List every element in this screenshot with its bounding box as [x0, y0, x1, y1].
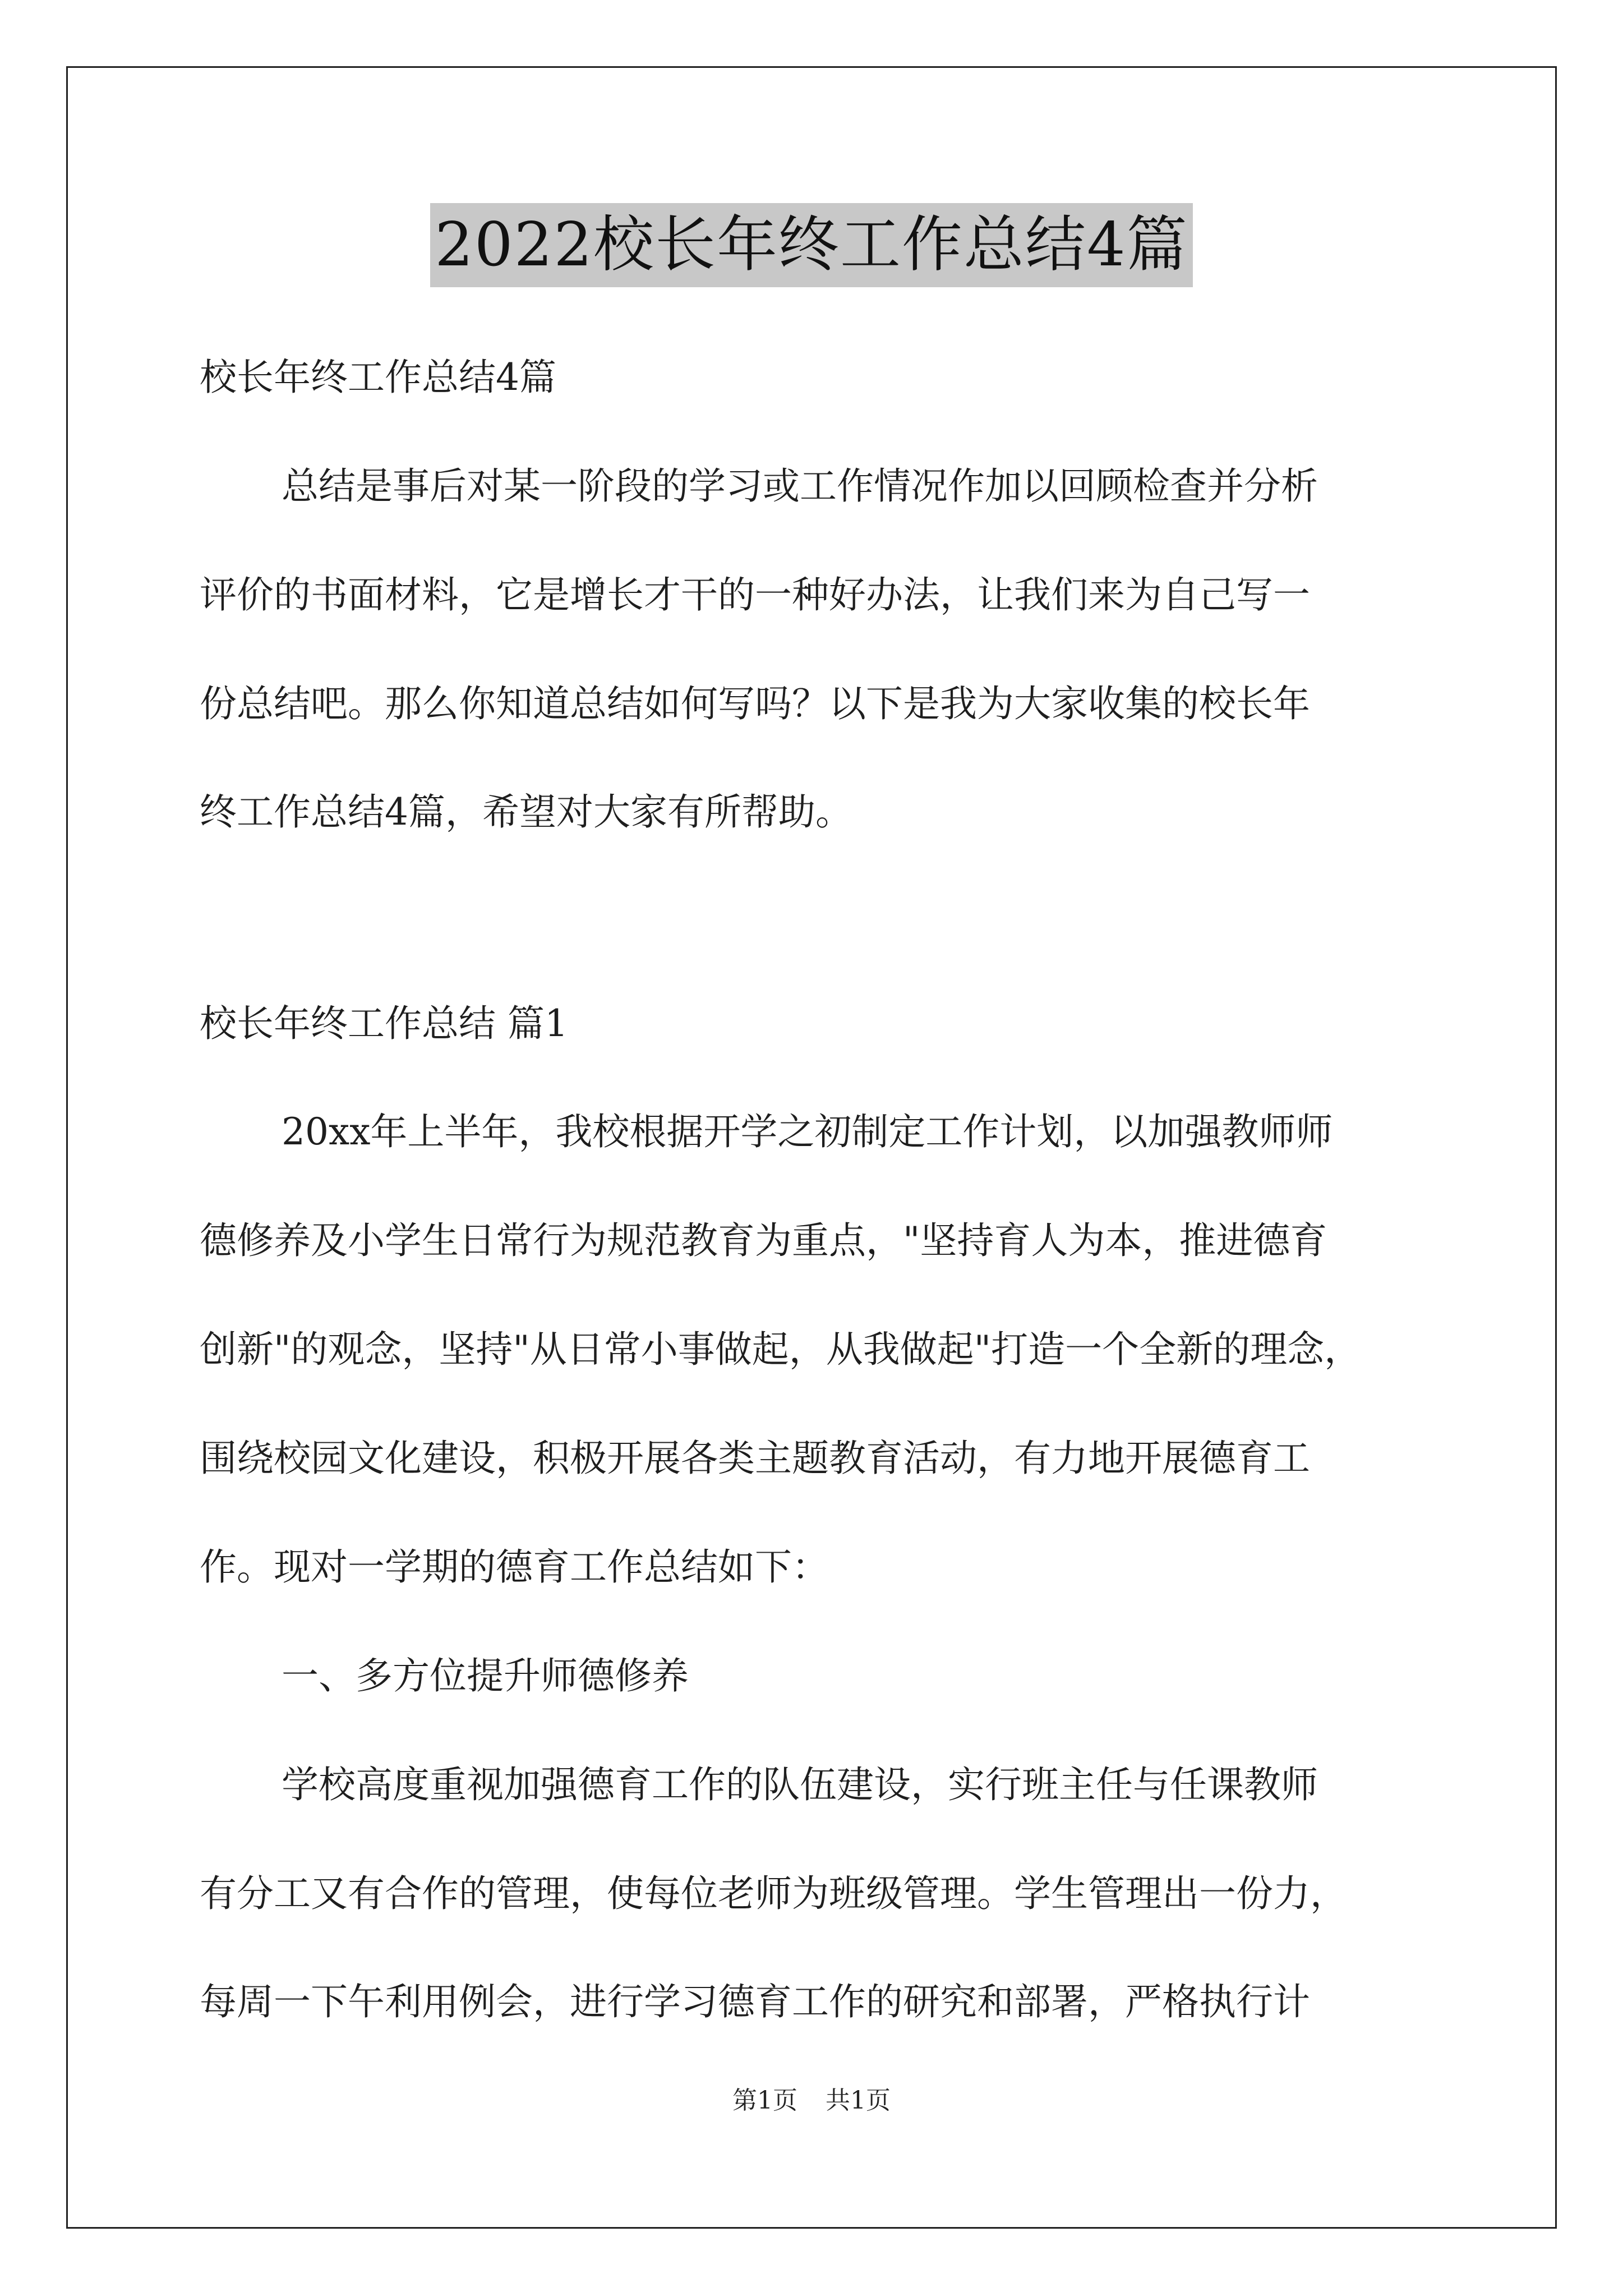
paragraph-line: 德修养及小学生日常行为规范教育为重点，"坚持育人为本，推进德育 [200, 1219, 1327, 1262]
paragraph-line: 20xx年上半年，我校根据开学之初制定工作计划，以加强教师师 [282, 1110, 1333, 1153]
subsection-heading: 一、多方位提升师德修养 [282, 1654, 689, 1697]
paragraph-line: 份总结吧。那么你知道总结如何写吗？以下是我为大家收集的校长年 [200, 682, 1310, 725]
paragraph-line: 作。现对一学期的德育工作总结如下： [200, 1545, 829, 1589]
section-heading: 校长年终工作总结 篇1 [200, 1002, 568, 1045]
paragraph-line: 总结是事后对某一阶段的学习或工作情况作加以回顾检查并分析 [282, 464, 1318, 508]
page-footer [0, 2084, 1623, 2118]
paragraph-line: 每周一下午利用例会，进行学习德育工作的研究和部署，严格执行计 [200, 1980, 1310, 2023]
paragraph-line: 学校高度重视加强德育工作的队伍建设，实行班主任与任课教师 [282, 1763, 1318, 1806]
paragraph-line: 评价的书面材料，它是增长才干的一种好办法，让我们来为自己写一 [200, 573, 1310, 616]
paragraph-line: 终工作总结4篇，希望对大家有所帮助。 [200, 790, 852, 834]
paragraph-line: 创新"的观念，坚持"从日常小事做起，从我做起"打造一个全新的理念， [200, 1328, 1362, 1371]
title-container [0, 203, 1623, 287]
paragraph-line: 有分工又有合作的管理，使每位老师为班级管理。学生管理出一份力， [200, 1872, 1347, 1915]
paragraph-line: 围绕校园文化建设，积极开展各类主题教育活动，有力地开展德育工 [200, 1437, 1310, 1480]
document-title: 2022校长年终工作总结4篇 [430, 203, 1193, 287]
page-total: 共1页 [826, 2086, 891, 2115]
page-number: 第1页 [732, 2086, 797, 2115]
subtitle-line: 校长年终工作总结4篇 [200, 356, 556, 399]
